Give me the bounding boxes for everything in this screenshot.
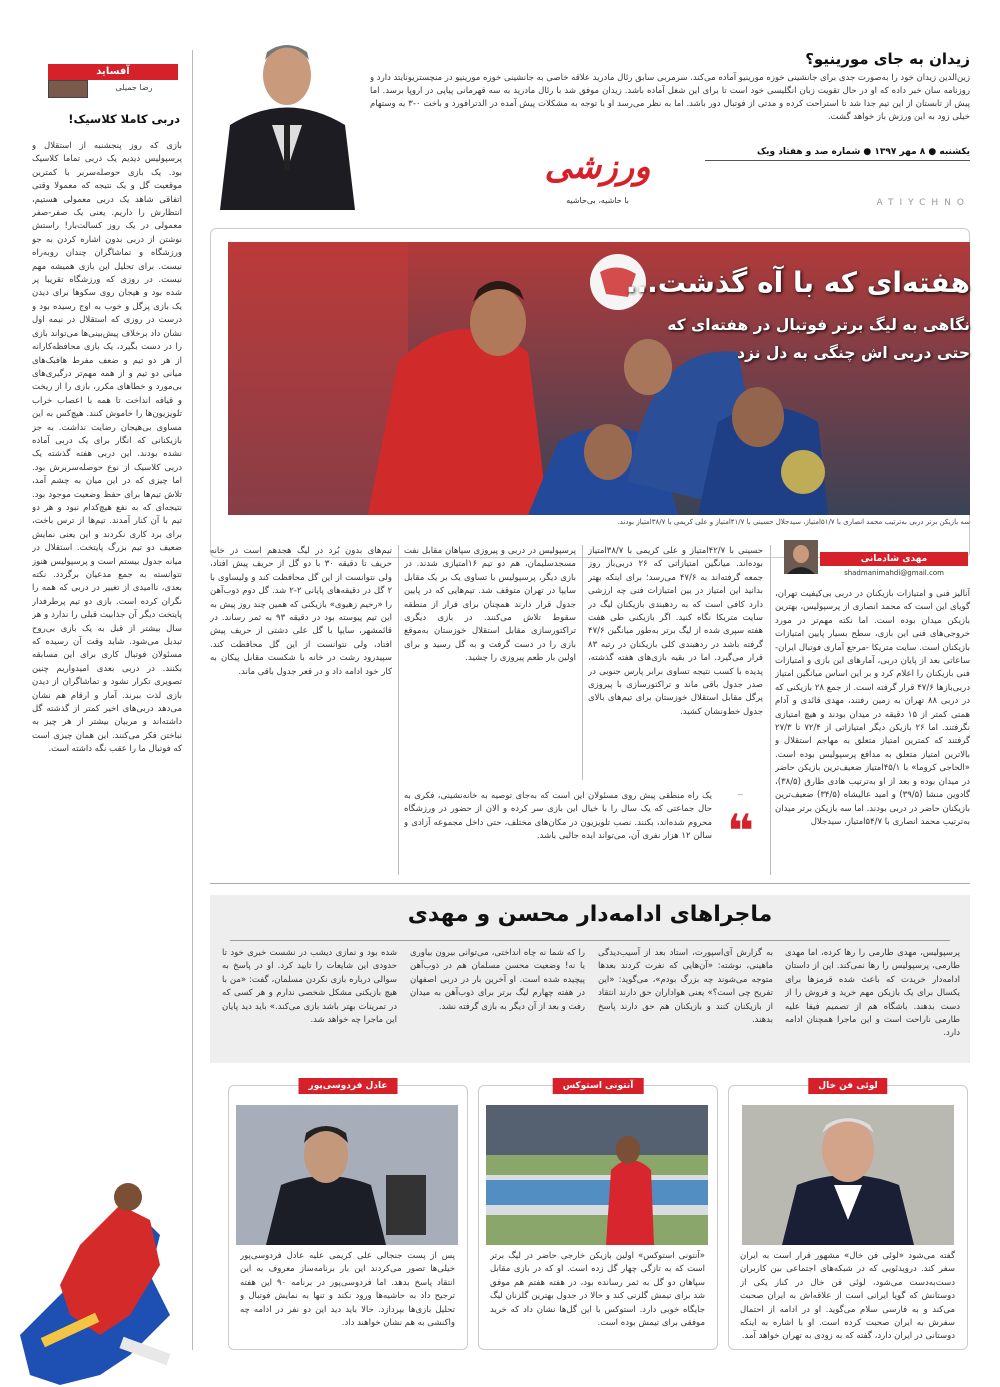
section-divider bbox=[210, 883, 970, 884]
divider bbox=[398, 545, 399, 875]
ferdowsipour-photo bbox=[236, 1105, 458, 1245]
analyst-email: shadmanimahdi@gmail.com bbox=[844, 569, 944, 577]
card-body: پس از پست جنجالی علی کریمی علیه عادل فردوسی‌پور خیلی‌ها تصور می‌کردند این بار برنامه‌ساز معروف به این انتقاد پاسخ بدهد. اما فردوسی‌پور در برنامه ۹۰ این هفته ترجیح داد به حاشیه‌ها ورود نکند و تنها به نمایش فوتبال و تحلیل بازی‌ها بپردازد. حالا باید دید این دو نفر در ادامه چه واکنشی به هم نشان خواهند داد. bbox=[240, 1251, 455, 1329]
quote-text: یک راه منطقی پیش روی مسئولان این است که به‌جای توصیه به خانه‌نشینی، فکری به حال جماعتی که یک سال را با خیال این بازی سر کرده و الان از حضور در ورزشگاه محروم شده‌اند، بکنند. نصب تلویزیون در مکان‌های مختلف، حتی داخل مجموعه آزادی و سالن ۱۲ هزار نفری آن، می‌تواند ایده جالبی باشد. bbox=[404, 791, 712, 842]
quote-source-mark: ~ bbox=[737, 790, 744, 799]
hero-caption: سه بازیکن برتر دربی به‌ترتیب محمد انصاری با ۵۱/۷امتیاز، سیدجلال حسینی با ۴۱/۷امتیاز و علی کریمی با ۳۸/۷امتیاز بودند. bbox=[617, 518, 970, 526]
column-tag: آفساید bbox=[48, 64, 178, 80]
card-tag: عادل فردوسی‌پور bbox=[299, 1078, 398, 1094]
top-story-body: زین‌الدین زیدان خود را به‌صورت جدی برای جانشینی خوزه مورینیو آماده می‌کند. سرمربی سابق رئال مادرید علاقه خاصی به جانشینی خوزه مورینیو در منچستریونایتد دارد و روزنامه سان خبر داده که او در حال تقویت زبان انگلیسی خود است تا برای این شغل آماده باشد. زیدان موفق شد با رئال مادرید به سه قهرمانی پیاپی در اروپا برسد. اما پیش از تابستان از این تیم جدا شد تا استراحت کرده و مدتی از فوتبال دور باشد. اما به نظر می‌رسد او با توجه به مشکلات پیش آمده در الدترافورد و باخت ۰-۳ به وستهام خیلی زود به این ورزش باز خواهد گشت. bbox=[370, 73, 970, 122]
hero-subhead-1: نگاهی به لیگ برتر فوتبال در هفته‌ای که bbox=[667, 316, 970, 334]
feature-col-2: به گزارش آی‌اسپورت، استاد بعد از آسیب‌دیدگی ماهینی، نوشته: «آن‌هایی که نفرت کردند بعدها متوجه می‌شوند چه بزرگ بودم»، می‌گوید: «این تفریح چی است؟» یعنی هواداران حق دارند انتقاد از بازیکنان کنند و بازیکنان هم حق دارند پاسخ بدهند. bbox=[598, 948, 773, 1026]
top-story-title: زیدان به جای مورینیو؟ bbox=[805, 50, 970, 68]
analysis-col-4: تیم‌های بدون بُرد در لیگ هجدهم است در خانه حریف تا دقیقه ۳۰ با دو گل از حریف پیش افتاد، ولی نتوانست از این گل محافظت کند و ولیساوی با ۲ گل در دقیقه‌های پایانی ۲-۲ شد. گل دوم ذوب‌آهن را «رحیم زهیوی» بازیکنی که همین چند روز پیش به این تیم پیوسته بود در دقیقه ۹۳ به ثمر رساند. در قائمشهر، سایپا با گل علی دشتی از حریف پیش افتاد، ولی نتوانست از این گل محافظت کند. سپیدرود رشت در خانه با شکست مقابل پیکان به کار خود ادامه داد و در قعر جدول باقی ماند. bbox=[210, 546, 392, 677]
feature-title-rule bbox=[230, 940, 950, 941]
hero-headline: هفته‌ای که با آه گذشت... bbox=[625, 266, 970, 299]
divider bbox=[582, 545, 583, 780]
analysis-col-3: پرسپولیس در دربی و پیروزی سپاهان مقابل نفت مسجدسلیمان، هم دو تیم ۱۶امتیازی شدند. در بازی دیگر، پرسپولیس با تساوی یک بر یک مقابل سایپا در تهران متوقف شد. تیم‌هایی که در پایین جدول قرار دارند همچنان برای فرار از منطقه سقوط تلاش می‌کنند. در بازی دیگری تراکتورسازی مقابل استقلال خوزستان به‌موقع بازی را در دست گرفت و به گل رسید و برای اولین بار طعم پیروزی را چشید. bbox=[404, 546, 576, 664]
player-cutout-image bbox=[0, 1175, 190, 1387]
card-tag: آنتونی استوکس bbox=[553, 1078, 644, 1094]
van-gaal-photo bbox=[742, 1105, 954, 1245]
author-name: رضا جمیلی bbox=[115, 83, 153, 92]
feature-title: ماجراهای ادامه‌دار محسن و مهدی bbox=[407, 902, 773, 927]
masthead-logo: ورزشی bbox=[544, 147, 651, 187]
masthead-rule bbox=[705, 160, 970, 161]
analysis-col-1: آنالیز فنی و امتیازات بازیکنان در دربی بی‌کیفیت تهران، گویای این است که محمد انصاری از پرسپولیس، بهترین بازیکن میدان بوده است. اما نکته مهم‌تر در مورد خروجی‌های فنی این بازی، سطح بسیار پایین امتیازات بازیکنان است. سایت متریکا -مرجع آماری فوتبال ایران- ساعاتی بعد از پایان دربی، آمارهای این بازی و امتیازات فنی بازیکنان را اعلام کرد و بر این اساس میانگین امتیاز دربی‌بازها ۴۷/۶ قرار گرفته است. از جمع ۲۸ بازیکنی که در دربی ۸۸ تهران به زمین رفتند، مهدی قائدی و آدام همتی کمتر از ۱۵ دقیقه در میدان بودند و هیچ امتیازی نگرفتند. اما ۲۶ بازیکن دیگر امتیازاتی از ۷۲/۴ تا ۲۷/۳ گرفتند که کمترین امتیاز متعلق به مهاجم استقلال و بالاترین امتیاز متعلق به مدافع پرسپولیس بوده است. «الحاجی کروما» با ۴۵/۱امتیاز ضعیف‌ترین بازیکن حاضر در میدان بوده و بعد از او به‌ترتیب هادی طارق (۳۸/۵)، گادوین منشا (۳۹/۵) و امید عالیشاه (۳۴/۵) ضعیف‌ترین بازیکنان حاضر در دربی بودند. اما سه بازیکن برتر میدان به‌ترتیب محمد انصاری با ۵۴/۷امتیاز، سیدجلال bbox=[775, 589, 970, 827]
column-body: بازی که روز پنجشنبه از استقلال و پرسپولیس دیدیم یک دربی تماما کلاسیک بود. یک بازی حوصله‌سربر با کمترین موقعیت گل و یک نتیجه که معمولا وقتی اتفاقی شاهد یک دربی معمولی هستیم، انتظارش را داریم. یعنی یک صفر-صفر معمولی در یک روز کسالت‌بار! راستش نوشتن از دربی بدون اشاره کردن به جو ورزشگاه و تماشاگران چندان روبه‌راه نیست. برای تحلیل این بازی همیشه مهم نیست. در روزی که ورزشگاه تقریبا پر شده بود و هیجان روی سکوها برای دیدن یک بازی پرگل و خوب به اوج رسیده بود و درست در روزی که استقلال در نیمه اول نشان داد برخلاف پیش‌بینی‌ها می‌تواند بازی را در دست بگیرد، یک بازی محافظه‌کارانه از هر دو تیم و ضعف مفرط هافبک‌های میانی دو تیم و از همه مهم‌تر درگیری‌های بی‌مورد و خطاهای مکرر، بازی را از ریخت و قیافه انداخت تا همه با اعصاب خراب تلویزیون‌ها را خاموش کنند. هیچ‌کس به این مساوی بی‌هیجان رضایت نداشت. به جز بازیکنانی که انگار برای یک دربی آماده نشده بودند. این دربی هفته گذشته یک دربی کلاسیک از نوع حوصله‌سربرش بود. اما چیزی که در این میان به چشم آمد، تلاش تیم‌ها برای حفظ وضعیت موجود بود. نتیجه‌ای که به نفع هیچ‌کدام نبود و هر دو تیم با آن کنار آمدند. تیم‌ها از ترس باخت، برای برد کاری نکردند و این یعنی نمایش ضعیف دو تیم بزرگ پایتخت. استقلال در میانه جدول بیستم است و پرسپولیس هنوز نتوانسته به جمع مدعیان برگردد. نکته بعدی، ناامیدی از تغییر در دربی که همه را نگران کرده است. بازی دو تیم پرطرفدار پایتخت دیگر آن جذابیت قبلی را ندارد و هر سال بیشتر از قبل به یک بازی بی‌روح تبدیل می‌شود. شاید وقت آن رسیده که مسئولان فوتبال کاری برای این مسابقه بکنند. در دربی بعدی امیدواریم چنین تصویری تکرار نشود و تماشاگران از دیدن بازی لذت ببرند. آمار و ارقام هم نشان می‌دهد دربی‌های اخیر کمتر از گذشته گل داشته‌اند و مربیان بیشتر از هر چیز به نباختن فکر می‌کنند. این همان چیزی است که فوتبال ما را عقب نگه داشته است. bbox=[32, 141, 182, 755]
divider bbox=[770, 545, 771, 875]
card-tag: لوئی فن خال bbox=[808, 1078, 887, 1094]
masthead-latin: ATIYCHNO bbox=[876, 198, 970, 208]
hero-subhead-2: حتی دربی اش چنگی به دل نزد bbox=[737, 344, 970, 362]
column-divider bbox=[192, 50, 193, 1350]
feature-col-1: پرسپولیس، مهدی طارمی را رها کرده، اما مهدی طارمی، پرسپولیس را رها نمی‌کند. این از داستان ادامه‌دار خریدت که باعث شده قرمزها برای یکسال برای یک بازیکن مهم خرید و فروش را از دست بدهند. باشگاه هم از تصمیم فیفا علیه طارمی ناراحت است و این ماجرا همچنان ادامه دارد. bbox=[785, 948, 960, 1039]
stokes-photo bbox=[486, 1105, 708, 1245]
analysis-col-2: حسینی با ۴۲/۷امتیاز و علی کریمی با ۳۸/۷امتیاز بوده‌اند. میانگین امتیازاتی که ۲۶ دربی‌باز روز جمعه گرفته‌اند به ۴۷/۶ می‌رسد؛ برای اینکه بهتر بدانید این امتیاز در بین امتیازات فنی چه ارزشی دارد کافی است که به ردهبندی بازیکنان لیگ در سایت متریکا نگاه کنید. اگر بازیکنی طی هفت هفته سپری شده از لیگ برتر به‌طور میانگین ۴۷/۶ گرفته باشد در ردهبندی کلی بازیکنان در رتبه ۸۳ قرار می‌گیرد. اما در بقیه بازی‌های هفته گذشته، پدیده با کسب نتیجه تساوی برابر پارس جنوبی در صدر جدول باقی ماند و تراکتورسازی با پیروزی پرگل مقابل استقلال خوزستان برای تیم‌های بالای جدول خط‌ونشان کشید. bbox=[588, 546, 763, 717]
analyst-avatar bbox=[784, 540, 818, 574]
feature-col-4: شده بود و نمازی دیشب در نشست خبری خود تا حدودی این شایعات را تایید کرد. او در پاسخ به سوالی درباره بازی نکردن مسلمان، گفت: «من با هیچ بازیکنی مشکل شخصی ندارم و هر کسی که در تمرینات بهتر باشد بازی می‌کند.» باید دید پایان این ماجرا چه خواهد شد. bbox=[222, 948, 397, 1026]
analyst-name: مهدی شادمانی bbox=[820, 552, 968, 566]
quote-icon: ❝ bbox=[727, 804, 754, 858]
masthead-date: یکشنبه ● ۸ مهر ۱۳۹۷ ● شماره صد و هفتاد ویک bbox=[756, 147, 970, 157]
column-title: دربی کاملا کلاسیک! bbox=[68, 112, 180, 126]
feature-col-3: را که شما نه چاه انداختی، می‌توانی بیرون بیاوری یا نه! وضعیت محسن مسلمان هم در ذوب‌آهن پیچیده شده است. او آخرین بار در دربی اصفهان در هفته چهارم لیگ برتر برای ذوب‌آهن به میدان رفت و بعد از آن دیگر به بازی گرفته نشد. bbox=[410, 948, 585, 1012]
zidane-photo bbox=[210, 30, 365, 210]
author-avatar bbox=[48, 80, 88, 98]
masthead-slogan: با حاشیه، بی‌حاشیه bbox=[566, 196, 629, 205]
card-body: «آنتونی استوکس» اولین بازیکن خارجی حاضر در لیگ برتر است که به تازگی چهار گل زده است. او که در بازی مقابل سپاهان دو گل به ثمر رسانده بود، در هفته هفتم هم موفق شد برای تیمش گلزنی کند و حالا در جدول بهترین گلزنان لیگ جایگاه خوبی دارد. استوکس با این گل‌ها نشان داد که خرید موفقی برای تیمش بوده است. bbox=[490, 1251, 705, 1329]
card-body: گفته می‌شود «لوئی فن خال» مشهور قرار است به ایران سفر کند. درویدئویی که در شبکه‌های اجتماعی بین کاربران دست‌به‌دست می‌شود، لوئی فن خال در کنار یکی از دوستانش که گویا ایرانی است از علاقه‌اش به ایران صحبت می‌کند و به فارسی سلام می‌گوید. او در ادامه از احتمال سفرش به ایران صحبت کرده است. او با اشاره به اینکه دوستانی در ایران دارد، گفته که به زودی به تهران خواهد آمد. bbox=[740, 1251, 955, 1342]
